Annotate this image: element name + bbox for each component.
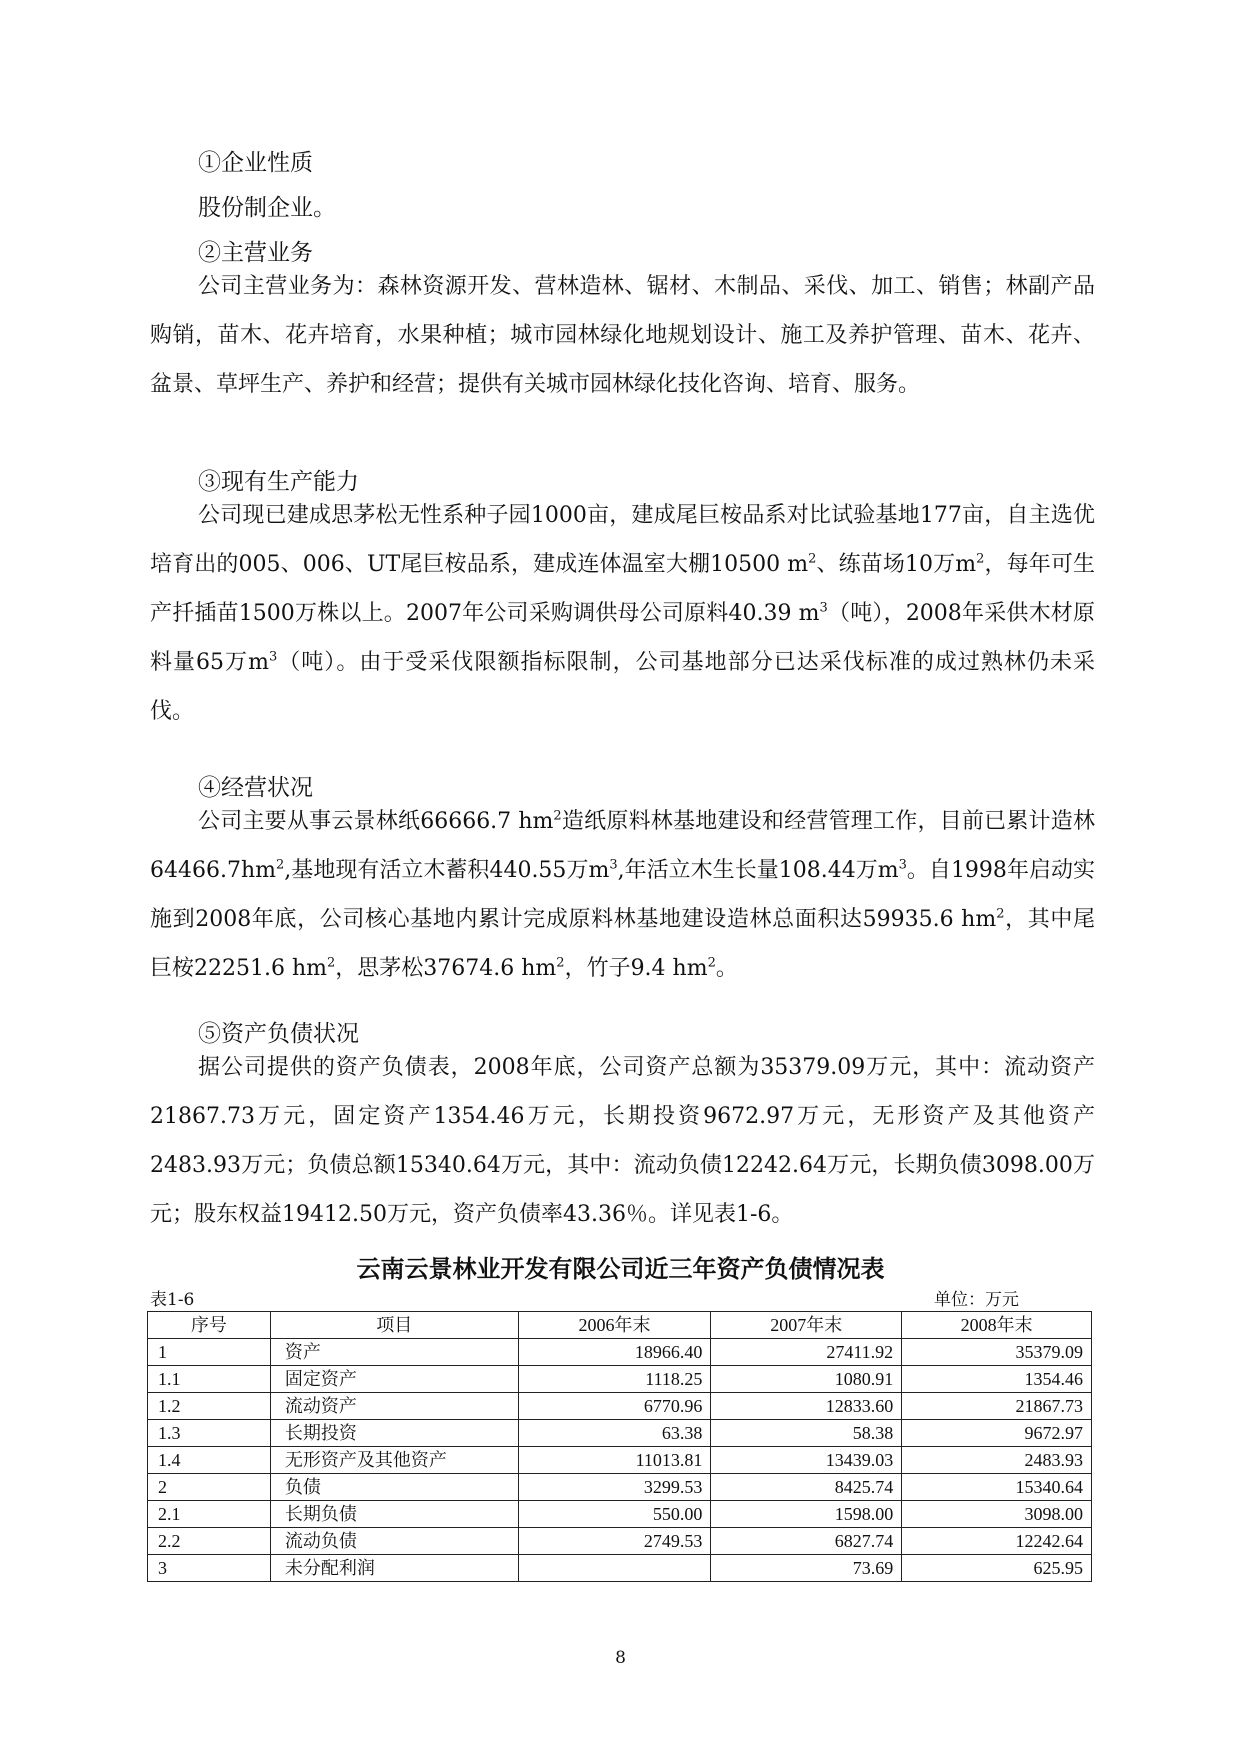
table-row bbox=[148, 1393, 1092, 1420]
row-item: 流动负债 bbox=[270, 1528, 518, 1555]
table-row bbox=[148, 1366, 1092, 1393]
row-2008: 625.95 bbox=[902, 1555, 1092, 1582]
row-2006: 11013.81 bbox=[518, 1447, 711, 1474]
row-item: 未分配利润 bbox=[270, 1555, 518, 1582]
table-header-row bbox=[148, 1312, 1092, 1339]
row-2007: 1080.91 bbox=[711, 1366, 902, 1393]
table-row bbox=[148, 1501, 1092, 1528]
row-seq: 3 bbox=[148, 1555, 271, 1582]
row-item: 流动资产 bbox=[270, 1393, 518, 1420]
row-2007: 73.69 bbox=[711, 1555, 902, 1582]
row-2007: 1598.00 bbox=[711, 1501, 902, 1528]
row-2006 bbox=[518, 1555, 711, 1582]
main-business-paragraph: 公司主营业务为：森林资源开发、营林造林、锯材、木制品、采伐、加工、销售；林副产品购销，苗木、花卉培育，水果种植；城市园林绿化地规划设计、施工及养护管理、苗木、花卉、盆景、草坪生产、养护和经营；提供有关城市园林绿化技化咨询、培育、服务。 bbox=[150, 274, 1095, 397]
row-2006: 3299.53 bbox=[518, 1474, 711, 1501]
section-heading-enterprise-nature: ①企业性质 bbox=[198, 150, 313, 176]
row-item: 长期投资 bbox=[270, 1420, 518, 1447]
section-heading-operating-status: ④经营状况 bbox=[198, 775, 313, 801]
row-2007: 8425.74 bbox=[711, 1474, 902, 1501]
row-item: 固定资产 bbox=[270, 1366, 518, 1393]
table-row bbox=[148, 1555, 1092, 1582]
row-seq: 1 bbox=[148, 1339, 271, 1366]
table-row bbox=[148, 1420, 1092, 1447]
row-item: 无形资产及其他资产 bbox=[270, 1447, 518, 1474]
header-2008: 2008年末 bbox=[902, 1312, 1092, 1339]
table-row bbox=[148, 1339, 1092, 1366]
balance-sheet-table bbox=[147, 1311, 1092, 1582]
row-item: 长期负债 bbox=[270, 1501, 518, 1528]
row-2008: 3098.00 bbox=[902, 1501, 1092, 1528]
row-2007: 27411.92 bbox=[711, 1339, 902, 1366]
table-row bbox=[148, 1447, 1092, 1474]
section-heading-main-business: ②主营业务 bbox=[198, 240, 313, 266]
row-2007: 12833.60 bbox=[711, 1393, 902, 1420]
assets-liabilities-paragraph: 据公司提供的资产负债表，2008年底，公司资产总额为35379.09万元，其中：流动资产21867.73万元，固定资产1354.46万元，长期投资9672.97万元，无形资产及其他资产2483.93万元；负债总额15340.64万元，其中：流动负债12242.64万元，长期负债3098.00万元；股东权益19412.50万元，资产负债率43.36％。详见表1-6。 bbox=[150, 1055, 1095, 1227]
row-2006: 6770.96 bbox=[518, 1393, 711, 1420]
row-2006: 63.38 bbox=[518, 1420, 711, 1447]
row-seq: 2.2 bbox=[148, 1528, 271, 1555]
table-row bbox=[148, 1528, 1092, 1555]
row-2006: 1118.25 bbox=[518, 1366, 711, 1393]
row-2008: 12242.64 bbox=[902, 1528, 1092, 1555]
row-2008: 35379.09 bbox=[902, 1339, 1092, 1366]
row-2007: 6827.74 bbox=[711, 1528, 902, 1555]
production-capacity-paragraph: 公司现已建成思茅松无性系种子园1000亩，建成尾巨桉品系对比试验基地177亩，自主选优培育出的005、006、UT尾巨桉品系，建成连体温室大棚10500 $m^2$、练苗场10万$m^2$，每年可生产扦插苗1500万株以上。2007年公司采购调供母公司原料40.39 $m^3$（吨），2008年采供木材原料量65万$m^3$（吨）。由于受采伐限额指标限制，公司基地部分已达采伐标准的成过熟林仍未采伐。 bbox=[150, 503, 1095, 724]
row-2006: 550.00 bbox=[518, 1501, 711, 1528]
row-item: 负债 bbox=[270, 1474, 518, 1501]
operating-status-paragraph: 公司主要从事云景林纸66666.7 $hm^2$造纸原料林基地建设和经营管理工作，目前已累计造林$64466.7hm^2$,基地现有活立木蓄积440.55万$m^3$,年活立木生长量108.44万$m^3$。自1998年启动实施到2008年底，公司核心基地内累计完成原料林基地建设造林总面积达59935.6 $hm^2$，其中尾巨桉22251.6 $hm^2$，思茅松37674.6 $hm^2$，竹子9.4 $hm^2$。 bbox=[150, 808, 1095, 981]
row-seq: 1.1 bbox=[148, 1366, 271, 1393]
row-2008: 9672.97 bbox=[902, 1420, 1092, 1447]
row-seq: 1.4 bbox=[148, 1447, 271, 1474]
section-heading-assets-liabilities: ⑤资产负债状况 bbox=[198, 1021, 359, 1047]
row-2006: 2749.53 bbox=[518, 1528, 711, 1555]
row-2007: 58.38 bbox=[711, 1420, 902, 1447]
row-2008: 15340.64 bbox=[902, 1474, 1092, 1501]
header-item: 项目 bbox=[270, 1312, 518, 1339]
enterprise-nature-text: 股份制企业。 bbox=[198, 195, 336, 221]
header-2006: 2006年末 bbox=[518, 1312, 711, 1339]
row-seq: 2 bbox=[148, 1474, 271, 1501]
table-number: 表1-6 bbox=[150, 1290, 195, 1310]
row-2006: 18966.40 bbox=[518, 1339, 711, 1366]
row-2008: 1354.46 bbox=[902, 1366, 1092, 1393]
table-title: 云南云景林业开发有限公司近三年资产负债情况表 bbox=[356, 1255, 885, 1283]
table-unit: 单位：万元 bbox=[934, 1290, 1019, 1310]
row-2008: 2483.93 bbox=[902, 1447, 1092, 1474]
row-seq: 1.2 bbox=[148, 1393, 271, 1420]
row-item: 资产 bbox=[270, 1339, 518, 1366]
header-seq: 序号 bbox=[148, 1312, 271, 1339]
row-2007: 13439.03 bbox=[711, 1447, 902, 1474]
section-heading-production-capacity: ③现有生产能力 bbox=[198, 469, 359, 495]
row-seq: 1.3 bbox=[148, 1420, 271, 1447]
header-2007: 2007年末 bbox=[711, 1312, 902, 1339]
table-row bbox=[148, 1474, 1092, 1501]
row-2008: 21867.73 bbox=[902, 1393, 1092, 1420]
page-number: 8 bbox=[615, 1648, 626, 1668]
row-seq: 2.1 bbox=[148, 1501, 271, 1528]
